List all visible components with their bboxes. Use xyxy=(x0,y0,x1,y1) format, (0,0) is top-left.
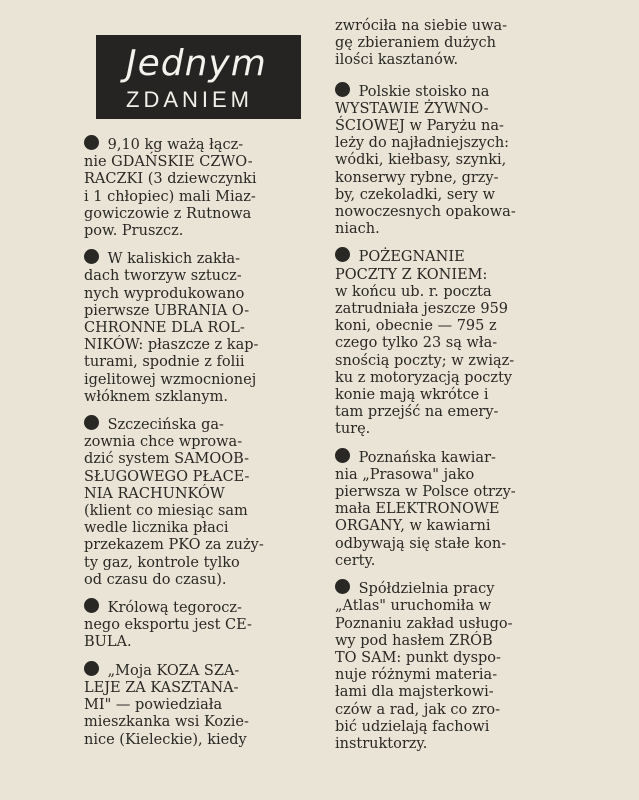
bullet-icon xyxy=(84,598,99,613)
text-line: zwróciła na siebie uwa- xyxy=(335,18,508,34)
text-line: leży do najładniejszych: xyxy=(335,135,510,152)
text-line: gowiczowie z Rutnowa xyxy=(84,205,252,222)
bullet-icon xyxy=(84,415,99,430)
text-line: certy. xyxy=(335,552,376,569)
text-line: NIKÓW: płaszcze z kap- xyxy=(84,337,259,354)
text-line: bić udzielają fachowi xyxy=(335,718,490,735)
text-line: wedle licznika płaci xyxy=(84,520,229,537)
text-line: Spółdzielnia pracy xyxy=(358,581,495,598)
text-line: pierwsze UBRANIA O- xyxy=(84,302,250,319)
text-line: POCZTY Z KONIEM: xyxy=(335,266,488,283)
text-line: łami dla majsterkowi- xyxy=(335,684,494,701)
text-line: nowoczesnych opakowa- xyxy=(335,204,516,221)
text-line: 9,10 kg ważą łącz- xyxy=(107,137,244,153)
text-line: konie mają wkrótce i xyxy=(335,387,489,404)
text-line: dach tworzyw sztucz- xyxy=(84,268,242,285)
text-line: od czasu do czasu). xyxy=(84,571,227,588)
bullet-icon xyxy=(335,448,350,463)
text-line: RACZKI (3 dziewczynki xyxy=(84,171,257,188)
text-line: pierwsza w Polsce otrzy- xyxy=(335,484,516,501)
text-line: wy pod hasłem ZRÓB xyxy=(335,632,493,649)
text-line: niach. xyxy=(335,221,380,238)
continued-text xyxy=(335,18,575,70)
text-line: ku z motoryzacją poczty xyxy=(335,369,513,386)
text-line: konserwy rybne, grzy- xyxy=(335,169,499,186)
text-line: czego tylko 23 są wła- xyxy=(335,335,498,352)
text-line: (klient co miesiąc sam xyxy=(84,503,248,520)
news-item xyxy=(84,415,312,589)
text-line: zatrudniała jeszcze 959 xyxy=(335,301,509,318)
text-line: by, czekoladki, sery w xyxy=(335,186,495,203)
text-line: Polskie stoisko na xyxy=(358,83,490,100)
text-line: nia „Prasowa" jako xyxy=(335,466,475,483)
text-line: CHRONNE DLA ROL- xyxy=(84,320,245,337)
text-line: w końcu ub. r. poczta xyxy=(335,283,492,300)
bullet-icon xyxy=(84,135,99,150)
news-item xyxy=(335,579,575,753)
text-line: snością poczty; w związ- xyxy=(335,352,515,369)
text-line: POŻEGNANIE xyxy=(358,249,465,266)
text-line: czów a rad, jak co zro- xyxy=(335,701,501,718)
news-item xyxy=(84,249,312,406)
text-line: instruktorzy. xyxy=(335,735,428,752)
text-line: igelitowej wzmocnionej xyxy=(84,371,257,388)
bullet-icon xyxy=(84,249,99,264)
text-line: Poznańska kawiar- xyxy=(358,449,496,466)
text-line: ORGANY, w kawiarni xyxy=(335,518,491,535)
text-line: nych wyprodukowano xyxy=(84,285,245,302)
text-line: SŁUGOWEGO PŁACE- xyxy=(84,468,250,485)
news-item xyxy=(84,135,312,240)
text-line: WYSTAWIE ŻYWNO- xyxy=(335,100,489,117)
section-header xyxy=(96,35,301,119)
news-item xyxy=(335,82,575,239)
text-line: W kaliskich zakła- xyxy=(107,251,241,268)
text-line: NIA RACHUNKÓW xyxy=(84,485,225,502)
text-line: dzić system SAMOOB- xyxy=(84,451,249,468)
text-line: nice (Kieleckie), kiedy xyxy=(84,731,247,748)
text-line: Królową tegorocz- xyxy=(107,600,242,617)
text-line: koni, obecnie — 795 z xyxy=(335,318,497,335)
text-line: mała ELEKTRONOWE xyxy=(335,501,500,518)
news-item xyxy=(84,598,312,652)
bullet-icon xyxy=(335,579,350,594)
text-line: odbywają się stałe kon- xyxy=(335,535,507,552)
text-line: przekazem PKO za zuży- xyxy=(84,537,264,554)
text-line: turami, spodnie z folii xyxy=(84,354,245,371)
text-line: Poznaniu zakład usługo- xyxy=(335,615,513,632)
left-column xyxy=(84,35,312,749)
text-line: „Moja KOZA SZA- xyxy=(107,662,240,679)
header-title: Jednym xyxy=(126,43,267,84)
text-line: turę. xyxy=(335,421,371,438)
text-line: i 1 chłopiec) mali Miaz- xyxy=(84,188,256,205)
text-line: wódki, kiełbasy, szynki, xyxy=(335,152,507,169)
text-line: włóknem szklanym. xyxy=(84,388,228,405)
text-line: mieszkanka wsi Kozie- xyxy=(84,714,249,731)
header-subtitle: ZDANIEM xyxy=(126,87,253,112)
text-line: ŚCIOWEJ w Paryżu na- xyxy=(335,118,504,135)
text-line: gę zbieraniem dużych xyxy=(335,35,497,52)
text-line: pow. Pruszcz. xyxy=(84,223,184,240)
text-line: Szczecińska ga- xyxy=(107,417,224,434)
text-line: BULA. xyxy=(84,634,132,651)
bullet-icon xyxy=(335,247,350,262)
right-column xyxy=(335,18,575,753)
text-line: tam przejść na emery- xyxy=(335,404,499,421)
text-line: MI" — powiedziała xyxy=(84,697,223,714)
text-line: ty gaz, kontrole tylko xyxy=(84,554,240,571)
bullet-icon xyxy=(84,661,99,676)
text-line: nego eksportu jest CE- xyxy=(84,617,252,634)
text-line: TO SAM: punkt dyspo- xyxy=(335,649,501,666)
text-line: „Atlas" uruchomiła w xyxy=(335,598,492,615)
news-item xyxy=(335,448,575,570)
news-item xyxy=(335,247,575,438)
text-line: ilości kasztanów. xyxy=(335,52,459,69)
bullet-icon xyxy=(335,82,350,97)
text-line: zownia chce wprowa- xyxy=(84,434,243,451)
news-item xyxy=(84,661,312,749)
text-line: LEJE ZA KASZTANA- xyxy=(84,679,239,696)
text-line: nuje różnymi materia- xyxy=(335,667,498,684)
text-line: nie GDAŃSKIE CZWO- xyxy=(84,154,253,171)
